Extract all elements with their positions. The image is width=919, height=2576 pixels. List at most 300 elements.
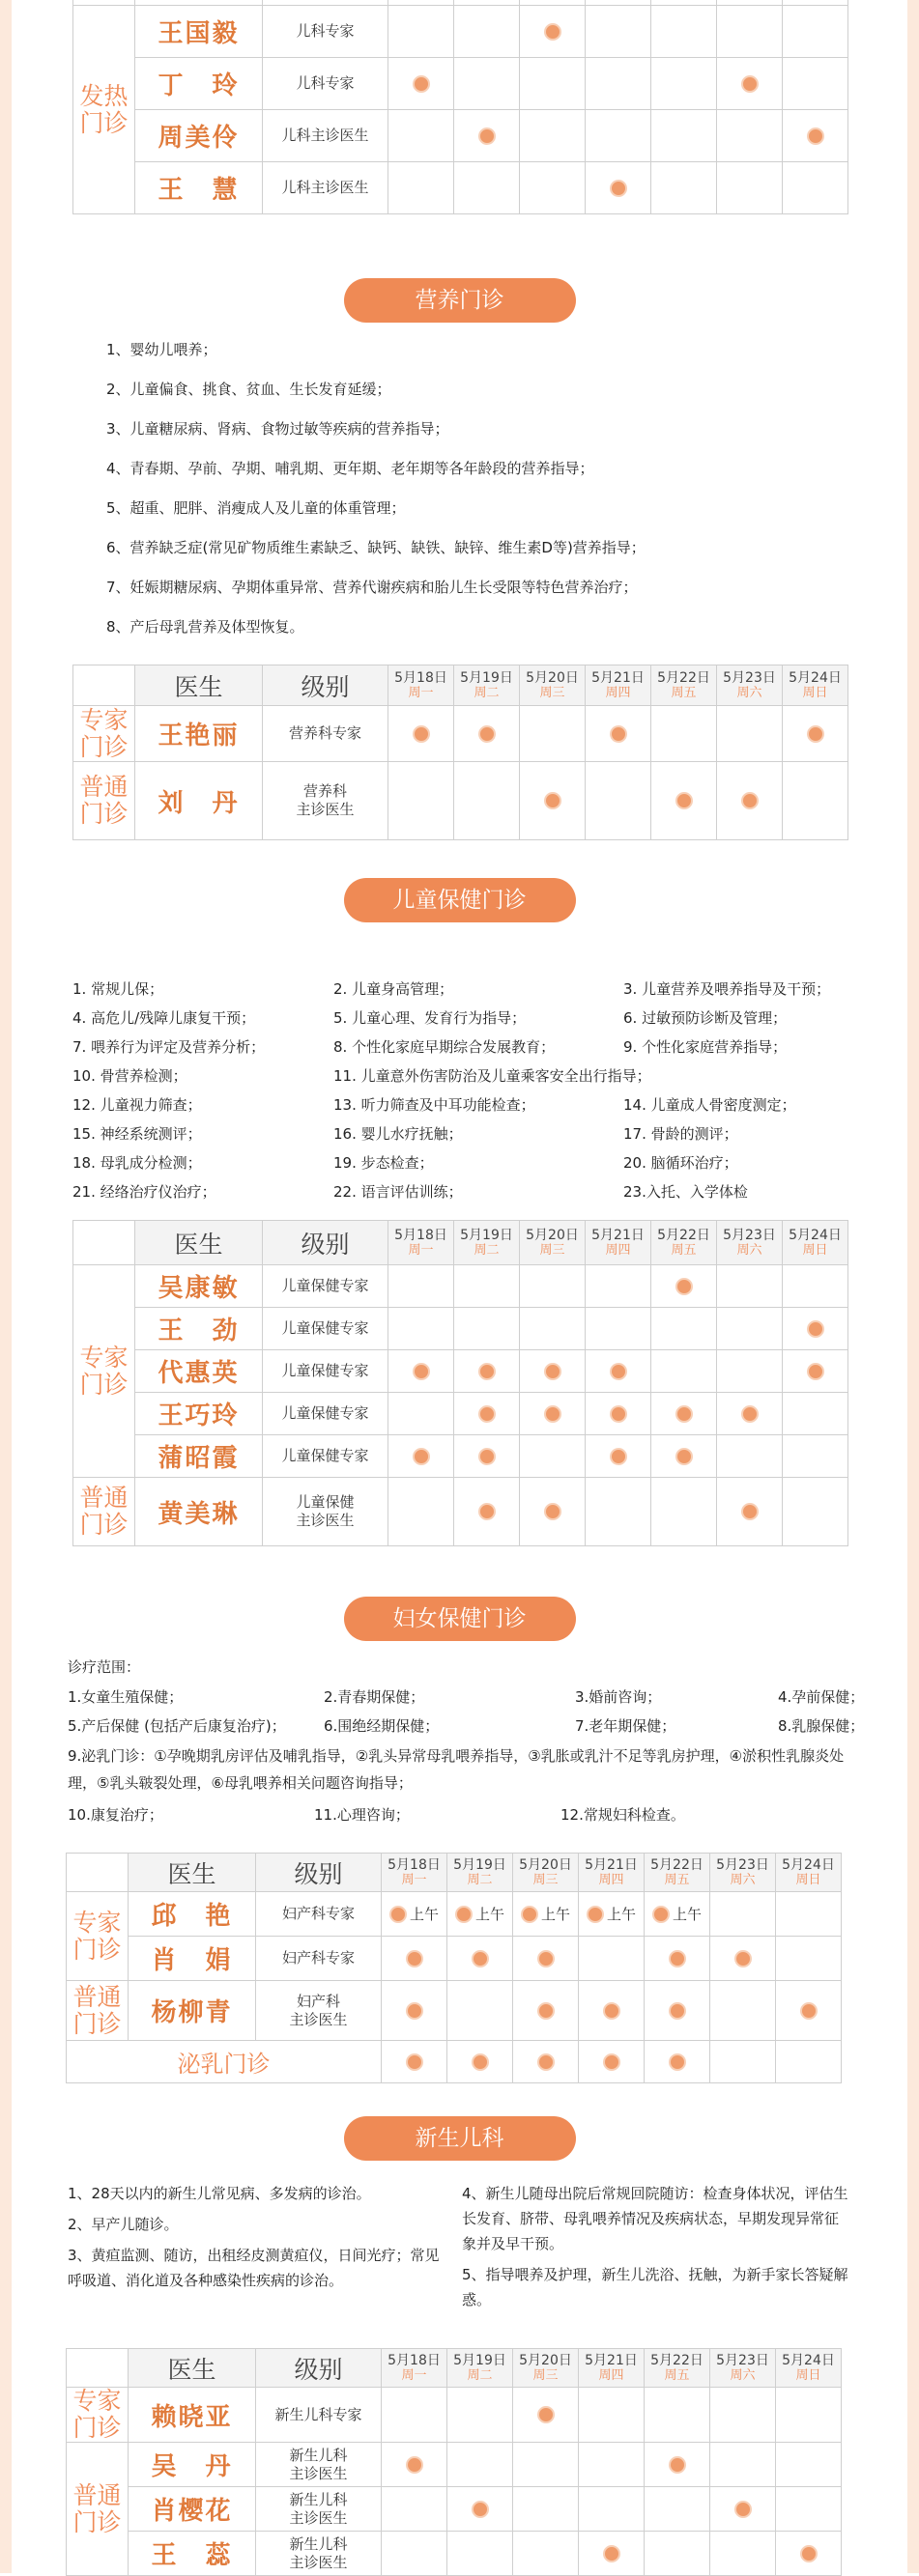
- schedule-cell: [454, 706, 520, 762]
- doctor-row: [73, 1265, 848, 1308]
- schedule-dot-icon: [610, 1363, 627, 1380]
- doctor-name: 王 慧: [135, 162, 263, 214]
- service-item: 12.常规妇科检查。: [560, 1806, 685, 1824]
- schedule-cell: [454, 1265, 520, 1308]
- doctor-level: 营养科专家: [263, 706, 388, 762]
- women-health-clinic-title: 妇女保健门诊: [344, 1597, 576, 1641]
- service-item: 11. 儿童意外伤害防治及儿童乘客安全出行指导；: [333, 1067, 651, 1085]
- schedule-cell: [382, 1892, 447, 1937]
- doctor-level-line: 新生儿科: [289, 2490, 348, 2508]
- service-item: 6. 过敏预防诊断及管理；: [623, 1009, 788, 1027]
- day-weekday: 周四: [605, 1242, 631, 1258]
- schedule-cell: [454, 1435, 520, 1478]
- day-column-header: [717, 1221, 783, 1265]
- schedule-cell: [520, 1435, 586, 1478]
- header-blank-cell: [67, 1854, 129, 1892]
- schedule-cell: [520, 1265, 586, 1308]
- service-item: 15. 神经系统测评；: [72, 1125, 202, 1143]
- clinic-category-label: 专家门诊: [73, 706, 135, 762]
- doctor-name: 吴康敏: [135, 1265, 263, 1308]
- schedule-cell: [388, 706, 454, 762]
- schedule-cell: [776, 2532, 842, 2576]
- schedule-cell: [447, 2487, 513, 2532]
- doctor-name: 王艳丽: [135, 706, 263, 762]
- slot-label: 上午: [672, 1906, 702, 1923]
- service-item: 1.女童生殖保健；: [68, 1688, 184, 1706]
- day-weekday: 周四: [598, 2367, 624, 2383]
- slot-label: 上午: [409, 1906, 439, 1923]
- clinic-category-label: 专家门诊: [67, 1892, 129, 1981]
- schedule-dot-icon: [406, 2053, 423, 2071]
- schedule-dot-icon: [741, 792, 759, 809]
- day-column-header: [651, 1221, 717, 1265]
- schedule-cell: [579, 1892, 645, 1937]
- day-date: 5月23日: [723, 1227, 776, 1243]
- service-item: 18. 母乳成分检测；: [72, 1154, 202, 1172]
- schedule-cell: [382, 2487, 447, 2532]
- schedule-cell: [513, 1937, 579, 1981]
- women-health-schedule-table: [66, 1853, 842, 2083]
- day-weekday: 周二: [467, 2367, 493, 2383]
- schedule-cell: [579, 2487, 645, 2532]
- schedule-cell: [783, 162, 848, 214]
- schedule-cell: [651, 1478, 717, 1546]
- newborn-clinic-title: 新生儿科: [344, 2116, 576, 2161]
- newborn-service-list-left: [68, 2181, 449, 2299]
- day-column-header: [586, 1221, 651, 1265]
- schedule-dot-icon: [669, 2053, 686, 2071]
- doctor-level: [256, 1981, 382, 2041]
- schedule-cell: [520, 762, 586, 840]
- service-item: 17. 骨龄的测评；: [623, 1125, 738, 1143]
- schedule-cell: [783, 110, 848, 162]
- schedule-cell: [783, 58, 848, 110]
- schedule-cell: [586, 58, 651, 110]
- schedule-cell: [717, 6, 783, 58]
- doctor-row: [67, 2487, 842, 2532]
- day-date: 5月19日: [453, 2352, 506, 2368]
- schedule-dot-icon: [741, 1405, 759, 1423]
- service-item: 11.心理咨询；: [314, 1806, 410, 1824]
- day-weekday: 周二: [474, 1242, 500, 1258]
- schedule-cell: [382, 2388, 447, 2443]
- schedule-cell: [651, 58, 717, 110]
- schedule-cell: [520, 1478, 586, 1546]
- day-column-header: [388, 1221, 454, 1265]
- schedule-cell: [520, 1393, 586, 1435]
- schedule-cell: [776, 2487, 842, 2532]
- newborn-item: 3、黄疸监测、随访，出租经皮测黄疸仪，日间光疗；常见呼吸道、消化道及各种感染性疾病的诊治。: [68, 2247, 440, 2289]
- level-column-header: 级别: [263, 1221, 388, 1265]
- newborn-item: 1、28天以内的新生儿常见病、多发病的诊治。: [68, 2185, 371, 2202]
- schedule-dot-icon: [478, 127, 496, 145]
- schedule-cell: [645, 1892, 710, 1937]
- schedule-cell: [717, 706, 783, 762]
- service-item: 2.青春期保健；: [324, 1688, 425, 1706]
- schedule-dot-icon: [537, 1950, 555, 1967]
- service-row: [72, 1090, 855, 1119]
- day-column-header: [710, 2349, 776, 2388]
- doctor-row: [73, 1435, 848, 1478]
- day-date: 5月24日: [782, 1856, 835, 1873]
- schedule-dot-icon: [807, 725, 824, 743]
- doctor-column-header: 医生: [135, 665, 263, 706]
- schedule-cell: [513, 2388, 579, 2443]
- schedule-dot-icon: [537, 2053, 555, 2071]
- schedule-dot-icon: [413, 1363, 430, 1380]
- doctor-row: [73, 1350, 848, 1393]
- service-item: 5.产后保健 (包括产后康复治疗)；: [68, 1717, 286, 1735]
- doctor-name: 肖 娟: [129, 1937, 256, 1981]
- level-column-header: 级别: [256, 1854, 382, 1892]
- schedule-cell: [717, 1308, 783, 1350]
- lactation-clinic-label: 泌乳门诊: [67, 2041, 382, 2083]
- doctor-row: [67, 1981, 842, 2041]
- schedule-cell: [513, 1892, 579, 1937]
- service-item: 3. 儿童营养及喂养指导及干预；: [623, 980, 831, 998]
- schedule-dot-icon: [610, 1448, 627, 1465]
- schedule-cell: [776, 1937, 842, 1981]
- schedule-cell: [717, 1478, 783, 1546]
- service-row: [72, 1033, 855, 1062]
- doctor-row: [67, 2532, 842, 2576]
- doctor-row: [73, 1393, 848, 1435]
- schedule-cell: [645, 2388, 710, 2443]
- schedule-cell: [645, 2041, 710, 2083]
- schedule-cell: [717, 1435, 783, 1478]
- schedule-cell: [776, 2388, 842, 2443]
- doctor-level: [256, 2532, 382, 2576]
- service-item: 16. 婴儿水疗抚触；: [333, 1125, 463, 1143]
- day-date: 5月22日: [650, 2352, 704, 2368]
- header-blank-cell: [73, 665, 135, 706]
- clinic-category-label: 专家门诊: [67, 2388, 129, 2443]
- schedule-cell: [454, 1478, 520, 1546]
- day-date: 5月22日: [650, 1856, 704, 1873]
- service-item: [623, 1062, 855, 1090]
- schedule-cell: [454, 1350, 520, 1393]
- schedule-cell: [513, 2487, 579, 2532]
- day-weekday: 周六: [730, 2367, 756, 2383]
- schedule-cell: [382, 2532, 447, 2576]
- doctor-name: 吴 丹: [129, 2443, 256, 2487]
- doctor-column-header: 医生: [129, 2349, 256, 2388]
- schedule-cell: [717, 762, 783, 840]
- day-weekday: 周四: [605, 685, 631, 700]
- service-item: 9. 个性化家庭营养指导；: [623, 1038, 788, 1056]
- day-date: 5月20日: [526, 669, 579, 686]
- schedule-dot-icon: [537, 2002, 555, 2020]
- schedule-cell: [520, 706, 586, 762]
- day-weekday: 周三: [539, 685, 565, 700]
- day-column-header: [579, 2349, 645, 2388]
- day-weekday: 周一: [401, 2367, 427, 2383]
- day-column-header: [447, 2349, 513, 2388]
- service-item: 12. 儿童视力筛查；: [72, 1096, 202, 1114]
- header-blank-cell: [67, 2349, 129, 2388]
- doctor-level: 儿童保健专家: [263, 1308, 388, 1350]
- schedule-cell: [579, 2041, 645, 2083]
- nutrition-item: 1、婴幼儿喂养；: [106, 341, 217, 358]
- doctor-level: [263, 1478, 388, 1546]
- day-weekday: 周二: [474, 685, 500, 700]
- schedule-dot-icon: [472, 2053, 489, 2071]
- schedule-cell: [586, 1478, 651, 1546]
- doctor-name: 黄美琳: [135, 1478, 263, 1546]
- service-item: 2. 儿童身高管理；: [333, 980, 454, 998]
- service-row: [72, 1177, 855, 1206]
- service-item: 19. 步态检查；: [333, 1154, 434, 1172]
- day-weekday: 周三: [539, 1242, 565, 1258]
- doctor-level: 儿童保健专家: [263, 1435, 388, 1478]
- schedule-cell: [710, 2388, 776, 2443]
- schedule-dot-icon: [478, 1448, 496, 1465]
- day-column-header: [645, 2349, 710, 2388]
- schedule-cell: [447, 2388, 513, 2443]
- lactation-row: [67, 2041, 842, 2083]
- level-column-header: 级别: [263, 665, 388, 706]
- schedule-dot-icon: [455, 1906, 473, 1923]
- doctor-level: 儿童保健专家: [263, 1265, 388, 1308]
- doctor-level: 儿科专家: [263, 58, 388, 110]
- doctor-level: 儿科主诊医生: [263, 162, 388, 214]
- schedule-dot-icon: [675, 792, 693, 809]
- service-row: [68, 1683, 894, 1712]
- schedule-cell: [382, 1937, 447, 1981]
- day-column-header: [651, 665, 717, 706]
- schedule-dot-icon: [734, 1950, 752, 1967]
- schedule-cell: [520, 1308, 586, 1350]
- schedule-dot-icon: [472, 2501, 489, 2518]
- schedule-dot-icon: [544, 23, 561, 41]
- day-date: 5月19日: [460, 1227, 513, 1243]
- fever-clinic-schedule-table: [72, 0, 848, 214]
- day-column-header: [579, 1854, 645, 1892]
- schedule-cell: [717, 1265, 783, 1308]
- schedule-cell: [388, 1308, 454, 1350]
- service-item: 21. 经络治疗仪治疗；: [72, 1183, 216, 1201]
- doctor-row: [73, 1478, 848, 1546]
- schedule-dot-icon: [800, 2545, 818, 2562]
- doctor-row: [67, 2388, 842, 2443]
- schedule-cell: [388, 110, 454, 162]
- day-date: 5月21日: [585, 1856, 638, 1873]
- schedule-cell: [651, 1308, 717, 1350]
- schedule-cell: [454, 58, 520, 110]
- schedule-cell: [783, 762, 848, 840]
- newborn-item: 4、新生儿随母出院后常规回院随访：检查身体状况，评估生长发育、脐带、母乳喂养情况及疾病状态，早期发现异常征象并及早干预。: [462, 2185, 848, 2252]
- schedule-cell: [776, 1981, 842, 2041]
- schedule-cell: [717, 1350, 783, 1393]
- service-item: 1. 常规儿保；: [72, 980, 164, 998]
- left-edge-decoration: [0, 0, 12, 2573]
- day-date: 5月20日: [519, 2352, 572, 2368]
- doctor-level: [256, 2487, 382, 2532]
- schedule-cell: [645, 2487, 710, 2532]
- day-column-header: [586, 665, 651, 706]
- nutrition-item: 4、青春期、孕前、孕期、哺乳期、更年期、老年期等各年龄段的营养指导；: [106, 460, 594, 477]
- nutrition-item: 6、营养缺乏症(常见矿物质维生素缺乏、缺钙、缺铁、缺锌、维生素D等)营养指导；: [106, 539, 646, 556]
- schedule-cell: [783, 1393, 848, 1435]
- newborn-item: 5、指导喂养及护理，新生儿洗浴、抚触，为新手家长答疑解惑。: [462, 2266, 848, 2308]
- day-column-header: [645, 1854, 710, 1892]
- day-date: 5月18日: [394, 1227, 447, 1243]
- schedule-dot-icon: [537, 2406, 555, 2423]
- schedule-cell: [454, 162, 520, 214]
- schedule-dot-icon: [807, 1320, 824, 1338]
- nutrition-schedule-table: [72, 665, 848, 840]
- schedule-dot-icon: [741, 75, 759, 93]
- schedule-cell: [717, 1393, 783, 1435]
- schedule-dot-icon: [587, 1906, 604, 1923]
- schedule-dot-icon: [413, 725, 430, 743]
- service-row: [68, 1712, 894, 1741]
- day-weekday: 周二: [467, 1872, 493, 1887]
- newborn-schedule-table: [66, 2348, 842, 2576]
- schedule-cell: [447, 2041, 513, 2083]
- schedule-dot-icon: [413, 75, 430, 93]
- schedule-cell: [783, 706, 848, 762]
- doctor-level-line: 主诊医生: [296, 801, 355, 818]
- service-item: 7.老年期保健；: [575, 1717, 676, 1735]
- schedule-cell: [783, 1350, 848, 1393]
- doctor-level-line: 儿童保健: [296, 1493, 355, 1511]
- doctor-name: 丁 玲: [135, 58, 263, 110]
- service-item: 13. 听力筛查及中耳功能检查；: [333, 1096, 535, 1114]
- schedule-cell: [388, 1393, 454, 1435]
- schedule-cell: [454, 762, 520, 840]
- schedule-cell: [710, 2443, 776, 2487]
- service-item: 4.孕前保健；: [778, 1688, 865, 1706]
- day-column-header: [520, 665, 586, 706]
- schedule-cell: [717, 110, 783, 162]
- schedule-dot-icon: [669, 2456, 686, 2474]
- schedule-dot-icon: [675, 1448, 693, 1465]
- doctor-name: 王巧玲: [135, 1393, 263, 1435]
- schedule-cell: [520, 110, 586, 162]
- newborn-item: 2、早产儿随诊。: [68, 2216, 179, 2233]
- service-item: 14. 儿童成人骨密度测定；: [623, 1096, 796, 1114]
- doctor-row: [67, 1892, 842, 1937]
- day-date: 5月21日: [591, 1227, 645, 1243]
- day-column-header: [454, 1221, 520, 1265]
- service-item: 8. 个性化家庭早期综合发展教育；: [333, 1038, 556, 1056]
- doctor-row: [73, 162, 848, 214]
- service-item: 22. 语言评估训练；: [333, 1183, 463, 1201]
- schedule-cell: [717, 58, 783, 110]
- schedule-dot-icon: [800, 2002, 818, 2020]
- schedule-cell: [447, 1892, 513, 1937]
- day-weekday: 周三: [532, 2367, 559, 2383]
- day-date: 5月18日: [388, 1856, 441, 1873]
- schedule-cell: [388, 58, 454, 110]
- doctor-level-line: 主诊医生: [289, 2553, 348, 2571]
- schedule-cell: [651, 762, 717, 840]
- schedule-cell: [586, 706, 651, 762]
- schedule-cell: [586, 762, 651, 840]
- doctor-row: [73, 762, 848, 840]
- clinic-category-label: 普通门诊: [67, 1981, 129, 2041]
- schedule-dot-icon: [610, 180, 627, 197]
- schedule-cell: [388, 1435, 454, 1478]
- day-weekday: 周一: [401, 1872, 427, 1887]
- schedule-cell: [651, 6, 717, 58]
- schedule-cell: [710, 2532, 776, 2576]
- schedule-dot-icon: [406, 2456, 423, 2474]
- day-date: 5月24日: [789, 1227, 842, 1243]
- doctor-row: [67, 1937, 842, 1981]
- schedule-cell: [520, 58, 586, 110]
- women-scope-label: 诊疗范围：: [68, 1658, 141, 1676]
- day-date: 5月23日: [723, 669, 776, 686]
- service-row: [72, 975, 855, 1004]
- day-weekday: 周日: [802, 685, 828, 700]
- clinic-category-label: 普通门诊: [73, 1478, 135, 1546]
- day-column-header: [382, 1854, 447, 1892]
- doctor-row: [73, 110, 848, 162]
- child-health-schedule-table: [72, 1220, 848, 1546]
- schedule-cell: [586, 1308, 651, 1350]
- doctor-level: 儿科主诊医生: [263, 110, 388, 162]
- schedule-dot-icon: [603, 2002, 620, 2020]
- schedule-cell: [454, 1308, 520, 1350]
- doctor-name: 杨柳青: [129, 1981, 256, 2041]
- schedule-cell: [586, 1393, 651, 1435]
- day-date: 5月23日: [716, 1856, 769, 1873]
- doctor-row: [67, 2443, 842, 2487]
- doctor-level: 儿科专家: [263, 6, 388, 58]
- clinic-category-label: 发热门诊: [73, 6, 135, 214]
- clinic-category-label: 专家门诊: [73, 1265, 135, 1478]
- header-blank-cell: [73, 1221, 135, 1265]
- day-date: 5月24日: [782, 2352, 835, 2368]
- schedule-cell: [710, 1981, 776, 2041]
- table-header-row: [73, 665, 848, 706]
- doctor-row: [73, 706, 848, 762]
- doctor-name: 刘 丹: [135, 762, 263, 840]
- schedule-cell: [447, 2443, 513, 2487]
- schedule-dot-icon: [478, 1503, 496, 1520]
- day-column-header: [776, 1854, 842, 1892]
- schedule-cell: [586, 1265, 651, 1308]
- schedule-cell: [388, 1350, 454, 1393]
- day-weekday: 周日: [795, 1872, 821, 1887]
- doctor-name: 周美伶: [135, 110, 263, 162]
- table-header-row: [67, 1854, 842, 1892]
- doctor-name: 王 蕊: [129, 2532, 256, 2576]
- day-date: 5月21日: [585, 2352, 638, 2368]
- doctor-level-line: 妇产科: [296, 1992, 340, 2010]
- schedule-cell: [579, 2443, 645, 2487]
- doctor-column-header: 医生: [129, 1854, 256, 1892]
- doctor-level-line: 主诊医生: [289, 2010, 348, 2028]
- nutrition-item: 2、儿童偏食、挑食、贫血、生长发育延缓；: [106, 381, 391, 398]
- doctor-name: 代惠英: [135, 1350, 263, 1393]
- service-item: 8.乳腺保健；: [778, 1717, 865, 1735]
- schedule-dot-icon: [603, 2545, 620, 2562]
- service-row: [72, 1004, 855, 1033]
- schedule-dot-icon: [389, 1906, 407, 1923]
- schedule-cell: [651, 162, 717, 214]
- doctor-level: 妇产科专家: [256, 1937, 382, 1981]
- schedule-cell: [651, 1350, 717, 1393]
- day-date: 5月20日: [526, 1227, 579, 1243]
- schedule-dot-icon: [675, 1278, 693, 1295]
- schedule-cell: [645, 2532, 710, 2576]
- schedule-cell: [513, 2041, 579, 2083]
- child-health-clinic-title: 儿童保健门诊: [344, 878, 576, 922]
- schedule-cell: [586, 1350, 651, 1393]
